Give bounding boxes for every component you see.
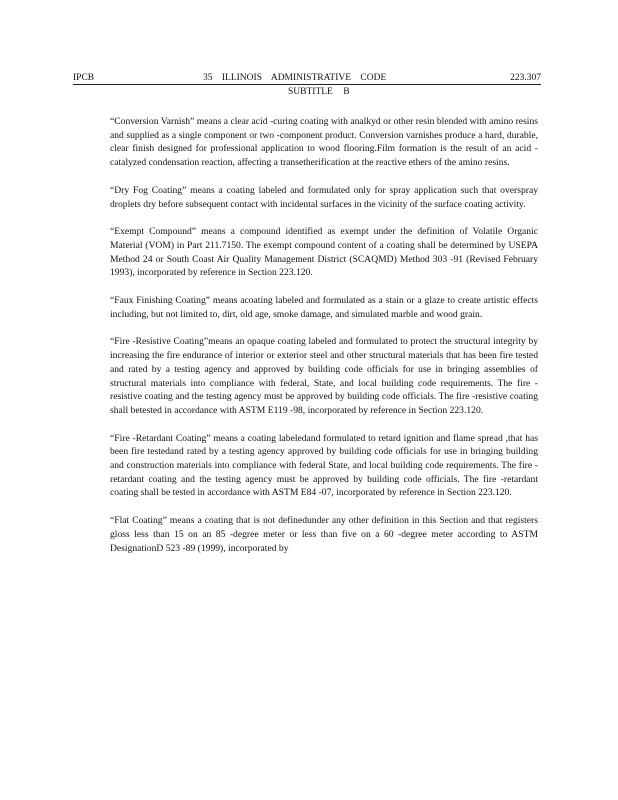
- definition-conversion-varnish: “Conversion Varnish” means a clear acid -curing coating with analkyd or other resin blended with amino resins and supplied as a single component or two -component product. Conversion varnishes produce a hard, durable, clear finish designed for professional application to wood flooring.Film formation is the result of an acid -catalyzed condensation reaction, affecting a transetherification at the reactive ethers of the amino resins.: [110, 116, 538, 169]
- definition-dry-fog-coating: “Dry Fog Coating” means a coating labeled and formulated only for spray application such that overspray droplets dry before subsequent contact with incidental surfaces in the vicinity of the surface coating activity.: [110, 184, 538, 210]
- definition-fire-retardant-coating: “Fire -Retardant Coating” means a coating labeledand formulated to retard ignition and flame spread ,that has been fire testedand rated by a testing agency approved by building code officials for use in bringing building and construction materials into compliance with federal State, and local building code requirements. The fire -retardant coating and the testing agency must be approved by building code officials. The fire -retardant coating shall be tested in accordance with ASTM E84 -07, incorporated by reference in Section 223.120.: [110, 432, 538, 499]
- header-subtitle: SUBTITLE B: [288, 87, 350, 97]
- header-agency: IPCB: [73, 73, 95, 83]
- header-section-number: 223.307: [510, 73, 541, 83]
- header-code-title: 35 ILLINOIS ADMINISTRATIVE CODE: [203, 73, 387, 83]
- definition-flat-coating: “Flat Coating” means a coating that is not definedunder any other definition in this Section and that registers gloss less than 15 on an 85 -degree meter or less than five on a 60 -degree meter according to ASTM DesignationD 523 -89 (1999), incorporated by: [110, 515, 538, 554]
- definition-fire-resistive-coating: “Fire -Resistive Coating”means an opaque coating labeled and formulated to protect the structural integrity by increasing the fire endurance of interior or exterior steel and other structural materials that has been fire tested and rated by a testing agency and approved by building code officials for use in bringing assemblies of structural materials into compliance with federal, State, and local building code requirements. The fire -resistive coating and the testing agency must be approved by building code officials. The fire -resistive coating shall betested in accordance with ASTM E119 -98, incorporated by reference in Section 223.120.: [110, 336, 538, 416]
- definition-faux-finishing-coating: “Faux Finishing Coating” means acoating labeled and formulated as a stain or a glaze to create artistic effects including, but not limited to, dirt, old age, smoke damage, and simulated marble and wood grain.: [110, 295, 538, 320]
- definitions-body: [110, 115, 538, 569]
- definition-exempt-compound: “Exempt Compound” means a compound identified as exempt under the definition of Volatile Organic Material (VOM) in Part 211.7150. The exempt compound content of a coating shall be determined by USEPA Method 24 or South Coast Air Quality Management District (SCAQMD) Method 303 -91 (Revised February 1993), incorporated by reference in Section 223.120.: [110, 226, 538, 279]
